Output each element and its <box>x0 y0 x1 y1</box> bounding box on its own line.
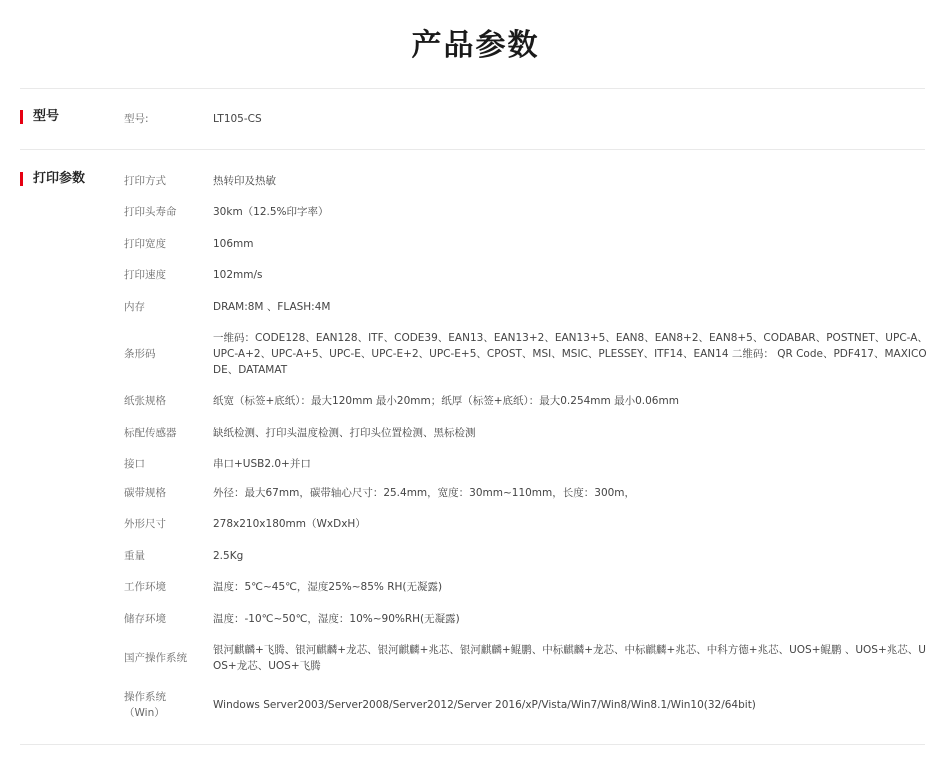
spec-key: 工作环境 <box>124 581 166 593</box>
spec-value: 102mm/s <box>213 269 263 281</box>
spec-value: 2.5Kg <box>213 550 244 562</box>
spec-value: 温度：-10℃~50℃，湿度：10%~90%RH(无凝露) <box>213 613 460 625</box>
spec-key: 标配传感器 <box>124 427 177 439</box>
spec-key: 条形码 <box>124 348 156 360</box>
divider-top <box>20 88 925 89</box>
spec-key: 打印头寿命 <box>124 206 177 218</box>
section-label-print: 打印参数 <box>20 172 85 186</box>
spec-value: 278x210x180mm（WxDxH） <box>213 518 366 530</box>
spec-key-model: 型号: <box>124 113 149 125</box>
divider-middle <box>20 149 925 150</box>
spec-value: 银河麒麟+飞腾、银河麒麟+龙芯、银河麒麟+兆芯、银河麒麟+鲲鹏、中标麒麟+龙芯、中标麒麟+兆芯、中科方德+兆芯、UOS+鲲鹏 、UOS+兆芯、UOS+龙芯、UOS+飞腾 <box>213 644 926 672</box>
spec-key: 内存 <box>124 301 145 313</box>
spec-key: 操作系统（Win） <box>124 691 166 719</box>
spec-key: 重量 <box>124 550 145 562</box>
spec-value-model: LT105-CS <box>213 113 262 125</box>
page-title: 产品参数 <box>411 28 540 63</box>
spec-key: 国产操作系统 <box>124 652 187 664</box>
spec-value: 106mm <box>213 238 254 250</box>
spec-key: 打印方式 <box>124 175 166 187</box>
spec-value: 纸宽（标签+底纸）：最大120mm 最小20mm；纸厚（标签+底纸）：最大0.254mm 最小0.06mm <box>213 395 679 407</box>
spec-value: 一维码：CODE128、EAN128、ITF、CODE39、EAN13、EAN13+2、EAN13+5、EAN8、EAN8+2、EAN8+5、CODABAR、POSTNET、UPC-A、UPC-A+2、UPC-A+5、UPC-E、UPC-E+2、UPC-E+5、CPOST、MSI、MSIC、PLESSEY、ITF14、EAN14 二维码： QR Code、PDF417、MAXICODE、DATAMAT <box>213 332 928 376</box>
spec-value: 温度：5℃~45℃，湿度25%~85% RH(无凝露) <box>213 581 443 593</box>
spec-key: 储存环境 <box>124 613 166 625</box>
spec-value: 缺纸检测、打印头温度检测、打印头位置检测、黑标检测 <box>213 427 476 439</box>
spec-key: 外形尺寸 <box>124 518 166 530</box>
spec-key: 纸张规格 <box>124 395 166 407</box>
spec-value: 串口+USB2.0+并口 <box>213 458 311 470</box>
spec-key: 接口 <box>124 458 145 470</box>
spec-value: 外径：最大67mm，碳带轴心尺寸：25.4mm，宽度：30mm~110mm，长度：300m， <box>213 487 636 499</box>
spec-value: 30km（12.5%印字率） <box>213 206 329 218</box>
section-label-model: 型号 <box>20 110 59 124</box>
spec-key: 碳带规格 <box>124 487 166 499</box>
divider-bottom <box>20 744 925 745</box>
spec-value: Windows Server2003/Server2008/Server2012/Server 2016/xP/Vista/Win7/Win8/Win8.1/Win10(32/64bit) <box>213 699 756 711</box>
spec-value: DRAM:8M 、FLASH:4M <box>213 301 331 313</box>
spec-key: 打印速度 <box>124 269 166 281</box>
spec-key: 打印宽度 <box>124 238 166 250</box>
spec-value: 热转印及热敏 <box>213 175 276 187</box>
